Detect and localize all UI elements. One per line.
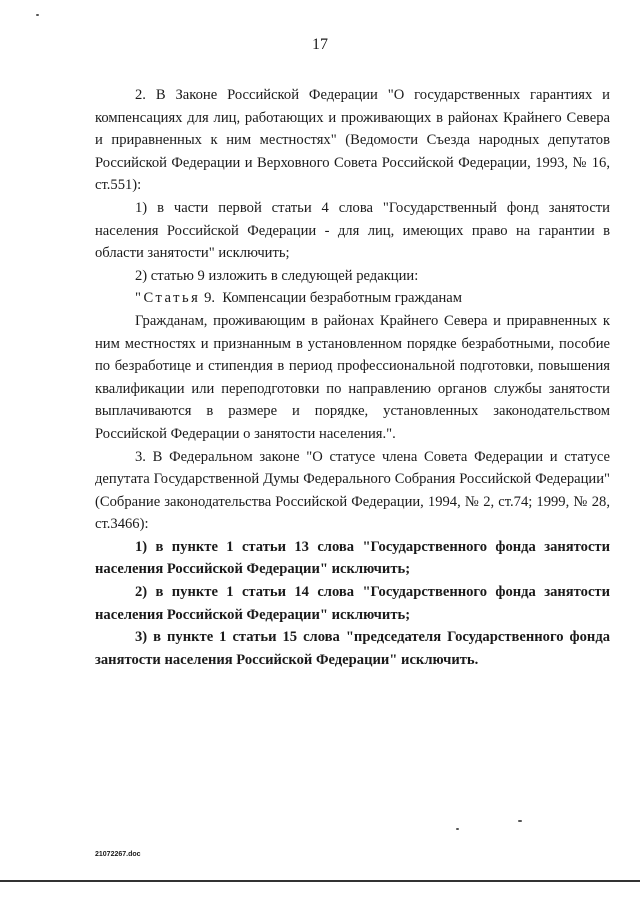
- paragraph-item-3-2: 2) в пункте 1 статьи 14 слова "Государственного фонда занятости населения Российской Федерации" исключить;: [95, 584, 610, 623]
- article-title: Компенсации безработным гражданам: [222, 290, 462, 307]
- page-number: 17: [312, 36, 328, 53]
- footer-rule: [0, 880, 640, 882]
- paragraph-item-3-3: 3) в пункте 1 статьи 15 слова "председателя Государственного фонда занятости населения Российской Федерации" исключить.: [95, 629, 610, 668]
- footer-file-code: 21072267.doc: [95, 851, 141, 858]
- paragraph-item-2-2: 2) статью 9 изложить в следующей редакции:: [135, 267, 419, 284]
- paragraph-item-2-1: 1) в части первой статьи 4 слова "Государственный фонд занятости населения Российской Федерации - для лиц, имеющих право на гарантии в области занятости" исключить;: [95, 199, 610, 262]
- article-9-heading: [95, 287, 610, 310]
- paragraph-item-2-intro: 2. В Законе Российской Федерации "О государственных гарантиях и компенсациях для лиц, работающих и проживающих в районах Крайнего Севера и приравненных к ним местностях" (Ведомости Съезда народных депутатов Российской Федерации и Верховного Совета Российской Федерации, 1993, № 16, ст.551):: [95, 87, 610, 194]
- article-word: "Статья: [135, 290, 201, 307]
- scan-speck: [518, 820, 522, 822]
- scan-speck: [456, 828, 459, 830]
- paragraph-item-3-intro: 3. В Федеральном законе "О статусе члена Совета Федерации и статусе депутата Государственной Думы Федерального Собрания Российской Федерации" (Собрание законодательства Российской Федерации, 1994, № 2, ст.74; 1999, № 28, ст.3466):: [95, 448, 610, 533]
- document-body: [95, 84, 610, 671]
- paragraph-item-3-1: 1) в пункте 1 статьи 13 слова "Государственного фонда занятости населения Российской Федерации" исключить;: [95, 538, 610, 578]
- scan-speck: [36, 14, 39, 16]
- paragraph-article-9-body: Гражданам, проживающим в районах Крайнего Севера и приравненных к ним местностях и признанным в установленном порядке безработными, пособие по безработице и стипендия в период профессиональной подготовки, повышения квалификации или переподготовки по направлению органов службы занятости выплачиваются в размере и порядке, установленных законодательством Российской Федерации о занятости населения.".: [95, 312, 610, 442]
- article-number: 9.: [204, 290, 216, 307]
